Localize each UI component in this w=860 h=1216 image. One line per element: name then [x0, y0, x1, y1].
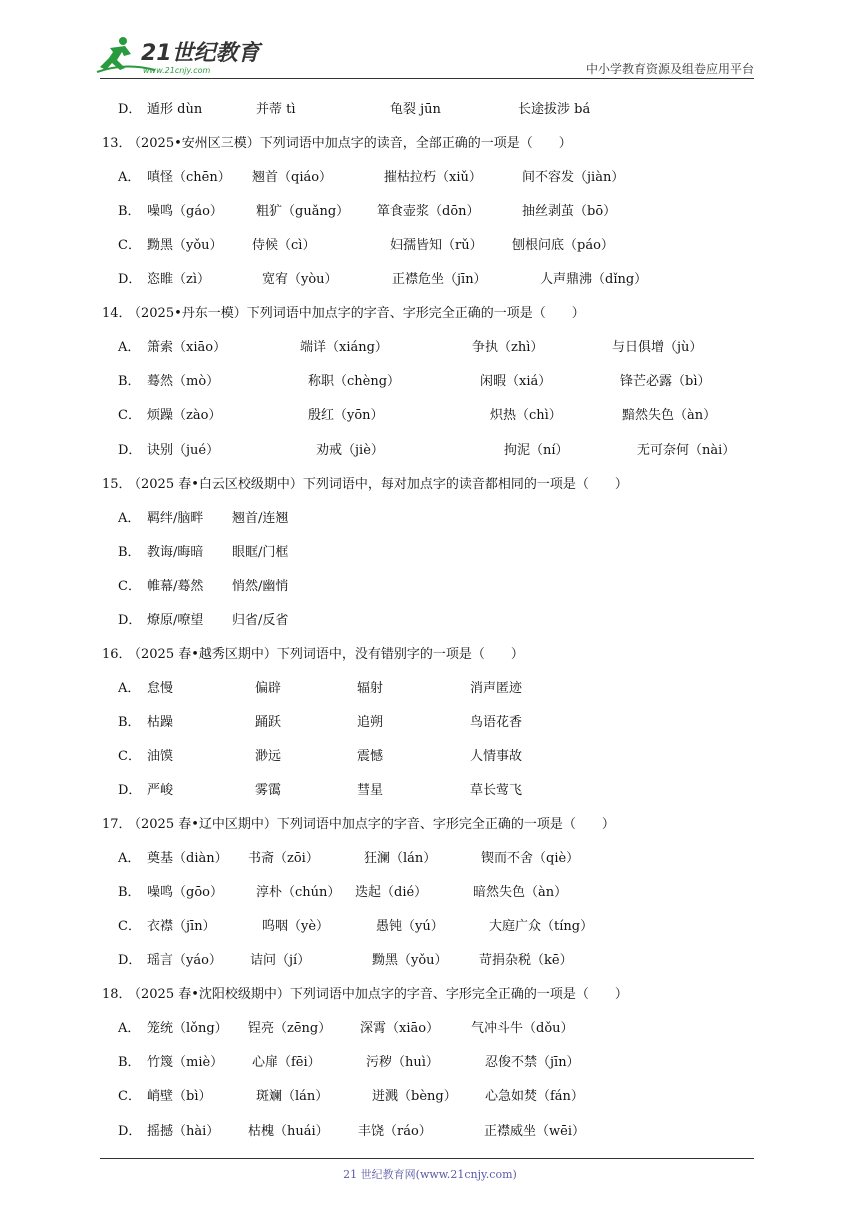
answer-option — [0, 846, 860, 872]
option-term: 枯躁 — [147, 714, 174, 730]
question-stem — [0, 301, 860, 327]
option-term: 怠慢 — [147, 680, 174, 696]
option-term: 宽宥（yòu） — [262, 272, 338, 288]
option-term: 恣睢（zì） — [147, 272, 211, 288]
option-letter: D． — [118, 272, 142, 288]
answer-option — [0, 914, 860, 940]
option-term: 偏辟 — [255, 680, 282, 696]
option-term: 帷幕/蓦然 — [147, 578, 204, 594]
option-letter: C． — [118, 748, 141, 764]
option-term: 翘首（qiáo） — [252, 170, 333, 186]
option-term: 油馍 — [147, 748, 174, 764]
option-term: 羁绊/脑畔 — [147, 510, 204, 526]
option-term: 争执（zhì） — [472, 340, 544, 356]
option-term: 暗然失色（àn） — [473, 885, 568, 901]
option-term: 箫索（xiāo） — [147, 340, 227, 356]
option-term: 黯然失色（àn） — [622, 408, 717, 424]
option-term: 诀别（jué） — [147, 442, 220, 458]
page-header — [0, 0, 860, 82]
answer-option — [0, 438, 860, 464]
question-text: （2025•安州区三模）下列词语中加点字的读音，全部正确的一项是（ ） — [128, 136, 572, 152]
option-letter: D． — [118, 783, 142, 798]
option-term: 愚钝（yú） — [376, 919, 444, 935]
option-letter: A． — [118, 170, 141, 186]
option-term: 摧枯拉朽（xiǔ） — [384, 170, 482, 186]
option-term: 迭起（dié） — [355, 885, 428, 901]
header-platform-name: 中小学教育资源及组卷应用平台 — [585, 62, 754, 76]
answer-option — [0, 97, 860, 123]
option-term: 蓦然（mò） — [147, 374, 220, 390]
answer-option — [0, 1050, 860, 1076]
option-term: 归省/反省 — [232, 612, 289, 628]
option-term: 竹篾（miè） — [147, 1055, 224, 1071]
answer-option — [0, 880, 860, 906]
question-text: （2025•丹东一模）下列词语中加点字的字音、字形完全正确的一项是（ ） — [128, 306, 585, 322]
option-term: 龟裂 jūn — [390, 102, 441, 117]
option-term: 心扉（fēi） — [252, 1055, 321, 1071]
option-term: 拘泥（ní） — [504, 442, 569, 458]
option-term: 间不容发（jiàn） — [522, 170, 625, 186]
option-term: 苛捐杂税（kē） — [479, 953, 573, 969]
question-stem — [0, 812, 860, 838]
question-stem — [0, 642, 860, 668]
option-term: 心急如焚（fán） — [485, 1089, 584, 1105]
option-letter: B． — [118, 885, 141, 901]
option-letter: D． — [118, 102, 142, 117]
answer-option — [0, 267, 860, 293]
question-number: 18． — [102, 987, 132, 1003]
question-text: （2025 春•越秀区期中）下列词语中，没有错别字的一项是（ ） — [128, 646, 524, 662]
option-term: 瑶言（yáo） — [147, 953, 222, 969]
answer-option — [0, 574, 860, 600]
option-term: 笼统（lǒng） — [147, 1021, 228, 1037]
option-term: 锋芒必露（bì） — [620, 374, 711, 390]
answer-option — [0, 676, 860, 702]
option-term: 深霄（xiāo） — [360, 1021, 440, 1037]
option-letter: A． — [118, 1021, 141, 1037]
option-term: 锲而不舍（qiè） — [481, 851, 580, 867]
site-logo — [95, 34, 265, 78]
option-term: 闲暇（xiá） — [480, 374, 552, 390]
answer-option — [0, 506, 860, 532]
answer-option — [0, 710, 860, 736]
option-letter: C． — [118, 578, 141, 594]
header-divider — [100, 78, 754, 79]
option-term: 噪鸣（gōo） — [147, 885, 223, 901]
option-term: 渺远 — [255, 748, 282, 764]
answer-option — [0, 165, 860, 191]
option-letter: B． — [118, 204, 141, 220]
option-term: 忍俊不禁（jīn） — [485, 1055, 580, 1071]
answer-option — [0, 233, 860, 259]
option-letter: B． — [118, 544, 141, 560]
option-term: 无可奈何（nài） — [637, 442, 736, 458]
option-term: 衣襟（jīn） — [147, 919, 216, 935]
option-term: 锃亮（zēng） — [248, 1021, 332, 1037]
option-letter: A． — [118, 851, 141, 867]
option-term: 峭壁（bì） — [147, 1089, 212, 1105]
option-term: 遁形 dùn — [147, 102, 203, 117]
footer-link[interactable]: 21 世纪教育网(www.21cnjy.com) — [343, 1168, 517, 1181]
option-letter: B． — [118, 714, 141, 730]
option-term: 燎原/嘹望 — [147, 612, 204, 628]
option-term: 迸溅（bèng） — [372, 1089, 457, 1105]
option-term: 悄然/幽悄 — [232, 578, 289, 594]
option-term: 严峻 — [147, 783, 174, 798]
option-term: 枯槐（huái） — [248, 1123, 329, 1139]
option-term: 辐射 — [357, 680, 384, 696]
answer-option — [0, 608, 860, 634]
option-term: 翘首/连翘 — [232, 510, 289, 526]
option-term: 噪鸣（gáo） — [147, 204, 223, 220]
question-text: （2025 春•沈阳校级期中）下列词语中加点字的字音、字形完全正确的一项是（ ） — [128, 987, 628, 1003]
option-term: 呜咽（yè） — [262, 919, 330, 935]
option-term: 长途拔涉 bá — [518, 102, 591, 117]
answer-option — [0, 1016, 860, 1042]
option-term: 丰饶（ráo） — [358, 1123, 432, 1139]
option-term: 草长莺飞 — [470, 783, 523, 798]
option-term: 奠基（diàn） — [147, 851, 228, 867]
option-letter: A． — [118, 510, 141, 526]
answer-option — [0, 403, 860, 429]
option-term: 淳朴（chún） — [256, 885, 341, 901]
option-term: 抽丝剥茧（bō） — [522, 204, 617, 220]
option-term: 震憾 — [357, 748, 384, 764]
option-letter: C． — [118, 408, 141, 424]
question-stem — [0, 131, 860, 157]
option-term: 诘问（jí） — [250, 953, 311, 969]
option-term: 斑斓（lán） — [256, 1089, 329, 1105]
option-letter: D． — [118, 442, 142, 458]
option-letter: C． — [118, 238, 141, 254]
option-term: 烦躁（zào） — [147, 408, 222, 424]
option-term: 狂澜（lán） — [364, 851, 437, 867]
logo-sub-text: www.21cnjy.com — [143, 66, 211, 75]
question-stem — [0, 982, 860, 1008]
question-number: 14． — [102, 306, 132, 322]
question-number: 13． — [102, 136, 132, 152]
option-letter: D． — [118, 612, 142, 628]
option-term: 正襟危坐（jīn） — [392, 272, 487, 288]
option-letter: A． — [118, 340, 141, 356]
option-term: 大庭广众（tíng） — [489, 919, 594, 935]
option-term: 气冲斗牛（dǒu） — [471, 1021, 574, 1037]
option-term: 鸟语花香 — [470, 714, 523, 730]
question-stem — [0, 472, 860, 498]
answer-option — [0, 199, 860, 225]
option-letter: D． — [118, 1123, 142, 1139]
option-letter: C． — [118, 1089, 141, 1105]
option-term: 追朔 — [357, 714, 384, 730]
option-term: 黝黑（yǒu） — [372, 953, 448, 969]
option-term: 与日俱增（jù） — [612, 340, 703, 356]
option-term: 人情事故 — [470, 748, 523, 764]
answer-option — [0, 1119, 860, 1145]
answer-option — [0, 369, 860, 395]
option-term: 污秽（huì） — [366, 1055, 439, 1071]
option-term: 端详（xiáng） — [300, 340, 388, 356]
question-number: 16． — [102, 646, 132, 662]
answer-option — [0, 540, 860, 566]
option-term: 摇撼（hài） — [147, 1123, 220, 1139]
option-letter: D． — [118, 953, 142, 969]
option-term: 称职（chèng） — [308, 374, 401, 390]
option-term: 并蒂 tì — [256, 102, 296, 117]
option-term: 刨根问底（páo） — [512, 238, 614, 254]
option-term: 箪食壶浆（dōn） — [377, 204, 480, 220]
option-term: 正襟威坐（wēi） — [484, 1123, 585, 1139]
option-letter: C． — [118, 919, 141, 935]
question-number: 17． — [102, 817, 132, 833]
answer-option — [0, 948, 860, 974]
option-term: 妇孺皆知（rǔ） — [390, 238, 483, 254]
question-text: （2025 春•辽中区期中）下列词语中加点字的字音、字形完全正确的一项是（ ） — [128, 817, 615, 833]
option-term: 雾霭 — [255, 783, 282, 798]
option-term: 劝戒（jiè） — [316, 442, 384, 458]
answer-option — [0, 744, 860, 770]
option-term: 炽热（chì） — [490, 408, 562, 424]
option-term: 嗔怪（chēn） — [147, 170, 231, 186]
question-number: 15． — [102, 476, 132, 492]
option-term: 黝黑（yǒu） — [147, 238, 223, 254]
option-letter: B． — [118, 374, 141, 390]
option-term: 眼眶/门框 — [232, 544, 289, 560]
option-term: 侍候（cì） — [252, 238, 316, 254]
option-term: 人声鼎沸（dǐng） — [540, 272, 648, 288]
option-term: 踊跃 — [255, 714, 282, 730]
logo-main-text: 21世纪教育 — [141, 41, 260, 66]
option-letter: B． — [118, 1055, 141, 1071]
answer-option — [0, 1084, 860, 1110]
answer-option — [0, 778, 860, 804]
option-letter: A． — [118, 680, 141, 696]
option-term: 书斋（zōi） — [248, 851, 319, 867]
option-term: 教诲/晦暗 — [147, 544, 204, 560]
option-term: 粗犷（guǎng） — [256, 204, 350, 220]
answer-option — [0, 335, 860, 361]
option-term: 彗星 — [357, 783, 384, 798]
option-term: 殷红（yōn） — [308, 408, 384, 424]
option-term: 消声匿迹 — [470, 680, 523, 696]
footer-divider — [100, 1158, 754, 1159]
question-text: （2025 春•白云区校级期中）下列词语中，每对加点字的读音都相同的一项是（ ） — [128, 476, 628, 492]
